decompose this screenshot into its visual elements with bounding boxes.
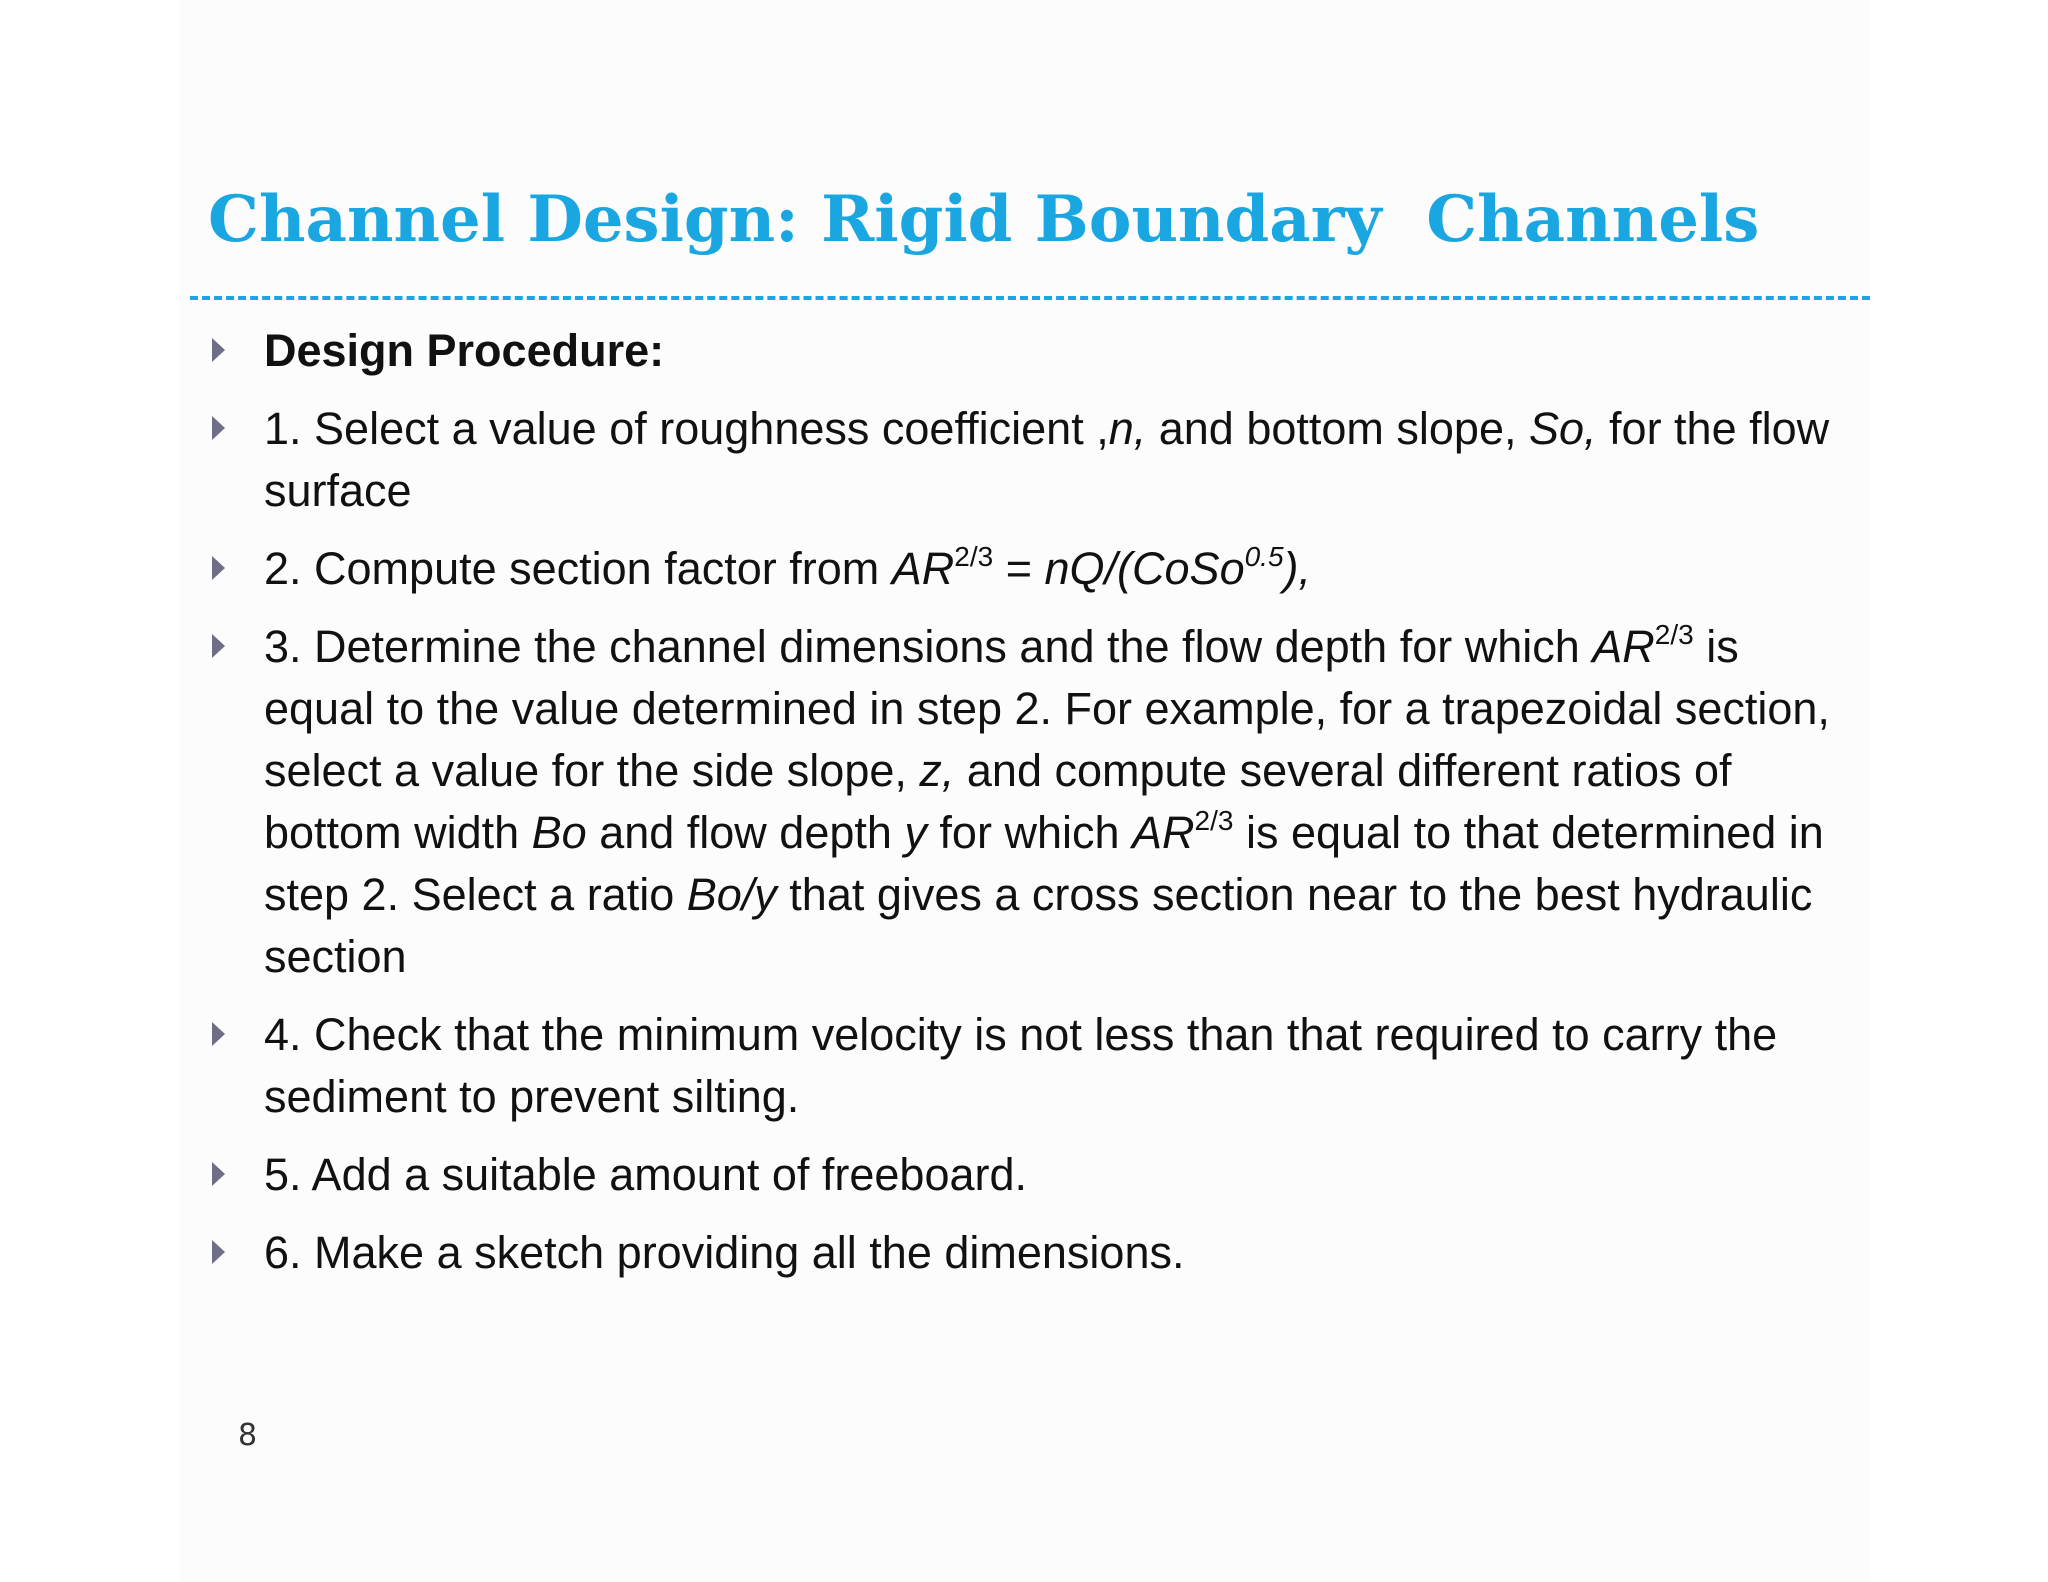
bullet-text [264,543,1311,594]
bullet-segment: and flow depth [586,807,905,858]
bullet-list [208,320,1848,1300]
bullet-segment: 2/3 [954,541,994,572]
bullet-segment: for which [926,807,1132,858]
page-number: 8 [238,1418,258,1453]
triangle-right-icon [212,1162,225,1186]
bullet-segment [1245,541,1284,572]
bullet-segment: nQ/(CoSo [1044,543,1245,594]
bullet-segment: for the flow surface [264,403,1830,516]
triangle-right-icon [212,1240,225,1264]
bullet-text [264,325,664,376]
triangle-right-icon [212,556,225,580]
bullet-segment: AR [891,543,955,594]
bullet-segment: z, [919,745,955,796]
bullet-segment: that gives a cross section near to the best hydraulic section [264,869,1813,982]
bullet-segment: and compute several different ratios of bottom width [264,745,1732,858]
bullet-segment: 0.5 [1244,541,1284,572]
triangle-right-icon [212,634,225,658]
triangle-right-icon [212,416,225,440]
bullet-segment: AR [1132,807,1195,858]
title-underline [190,296,1870,300]
bullet-segment: is equal to the value determined in step 2. For example, for a trapezoidal section, select a value for the side slope, [264,621,1830,796]
bullet-segment: 1. Select a value of roughness coefficient , [264,403,1109,454]
bullet-segment: 4. Check that the minimum velocity is not less than that required to carry the sediment to prevent silting. [264,1009,1778,1122]
bullet-segment: y [904,807,927,858]
bullet-segment: ), [1283,543,1312,594]
bullet-segment: 2/3 [1654,619,1694,650]
triangle-right-icon [212,338,225,362]
bullet-item [208,320,1848,382]
bullet-segment: 2/3 [1194,805,1234,836]
bullet-item [208,1144,1848,1206]
bullet-segment: AR [1592,621,1655,672]
bullet-text [264,1009,1777,1122]
bullet-text [264,403,1829,516]
bullet-segment: Bo/y [686,869,777,920]
bullet-segment: 5. Add a suitable amount of freeboard. [264,1149,1028,1200]
bullet-segment: Design Procedure: [264,325,665,376]
bullet-item [208,1222,1848,1284]
bullet-segment: Bo [531,807,587,858]
bullet-segment: 6. Make a sketch providing all the dimensions. [264,1227,1185,1278]
bullet-text [264,621,1830,982]
bullet-text [264,1227,1184,1278]
bullet-segment: and bottom slope, [1146,403,1529,454]
bullet-segment: is equal to that determined in step 2. Select a ratio [264,807,1824,920]
bullet-item [208,1004,1848,1128]
bullet-segment: So, [1528,403,1597,454]
bullet-segment: n, [1108,403,1147,454]
bullet-item [208,616,1848,988]
bullet-item [208,398,1848,522]
bullet-segment: = [993,543,1045,594]
bullet-text [264,1149,1027,1200]
bullet-item [208,538,1848,600]
triangle-right-icon [212,1022,225,1046]
slide-title: Channel Design: Rigid Boundary Channels [208,182,1760,257]
bullet-segment: 2. Compute section factor from [264,543,892,594]
bullet-segment: 3. Determine the channel dimensions and the flow depth for which [264,621,1593,672]
